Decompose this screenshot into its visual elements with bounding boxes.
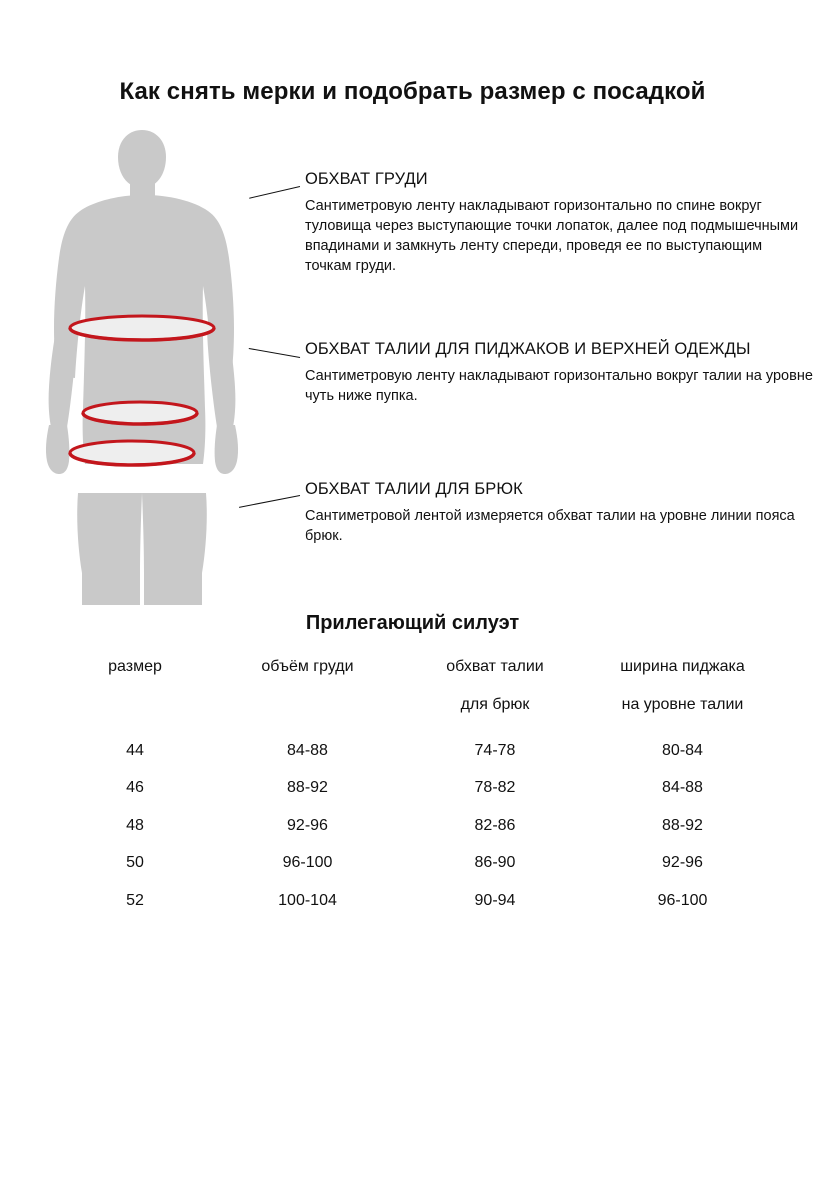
table-row [60,807,780,845]
cell-waist: 78-82 [474,779,516,797]
cell-size: 46 [126,779,144,797]
size-table-subheader-row [60,696,780,732]
callout-jacket-waist-heading: ОБХВАТ ТАЛИИ ДЛЯ ПИДЖАКОВ И ВЕРХНЕЙ ОДЕЖДЫ [305,340,751,358]
cell-jacket-width: 84-88 [662,779,703,797]
callout-chest-text: Сантиметровую ленту накладывают горизонтально по спине вокруг туловища через выступающие точки лопаток, далее под подмышечными впадинами и замкнуть ленту спереди, проведя ее по выступающим точкам груди. [305,198,799,274]
table-row [60,845,780,883]
column-subheader-size [60,696,210,732]
column-header-size: размер [108,658,162,675]
table-row [60,732,780,770]
size-table-header-row [60,658,780,696]
cell-chest: 84-88 [287,741,328,759]
cell-jacket-width: 88-92 [662,816,703,834]
chest-tape [70,316,214,340]
cell-jacket-width: 96-100 [657,891,708,909]
body-silhouette-icon [20,125,310,605]
callout-chest-heading: ОБХВАТ ГРУДИ [305,170,428,188]
callout-jacket-waist [305,340,820,406]
cell-size: 50 [126,854,144,872]
cell-size: 48 [126,816,144,834]
column-subheader-waist: для брюк [460,696,530,713]
measurement-figure [20,125,310,605]
callout-trouser-waist [305,480,805,546]
column-header-chest: объём груди [261,658,354,675]
column-subheader-chest [210,696,405,732]
column-header-waist: обхват талии [446,658,544,675]
cell-chest: 100-104 [278,891,337,909]
cell-chest: 96-100 [282,854,333,872]
size-table-head [60,658,780,732]
trouser-waist-tape [70,441,194,465]
cell-size: 52 [126,891,144,909]
cell-size: 44 [126,741,144,759]
cell-waist: 86-90 [474,854,516,872]
size-table [60,658,780,920]
size-table-body [60,732,780,920]
page-title: Как снять мерки и подобрать размер с посадкой [119,78,706,105]
cell-waist: 74-78 [474,741,516,759]
cell-waist: 82-86 [474,816,516,834]
column-subheader-jacket-width: на уровне талии [621,696,744,713]
callout-trouser-waist-text: Сантиметровой лентой измеряется обхват талии на уровне линии пояса брюк. [305,508,795,544]
cell-jacket-width: 80-84 [662,741,703,759]
column-header-jacket-width: ширина пиджака [620,658,745,675]
cell-chest: 88-92 [287,779,328,797]
table-title: Прилегающий силуэт [305,612,520,634]
callout-jacket-waist-text: Сантиметровую ленту накладывают горизонтально вокруг талии на уровне чуть ниже пупка. [305,368,813,404]
callout-chest [305,170,805,276]
cell-chest: 92-96 [287,816,328,834]
cell-jacket-width: 92-96 [662,854,703,872]
jacket-waist-tape [83,402,197,424]
table-row [60,770,780,808]
callout-trouser-waist-heading: ОБХВАТ ТАЛИИ ДЛЯ БРЮК [305,480,523,498]
table-row [60,882,780,920]
cell-waist: 90-94 [474,891,516,909]
